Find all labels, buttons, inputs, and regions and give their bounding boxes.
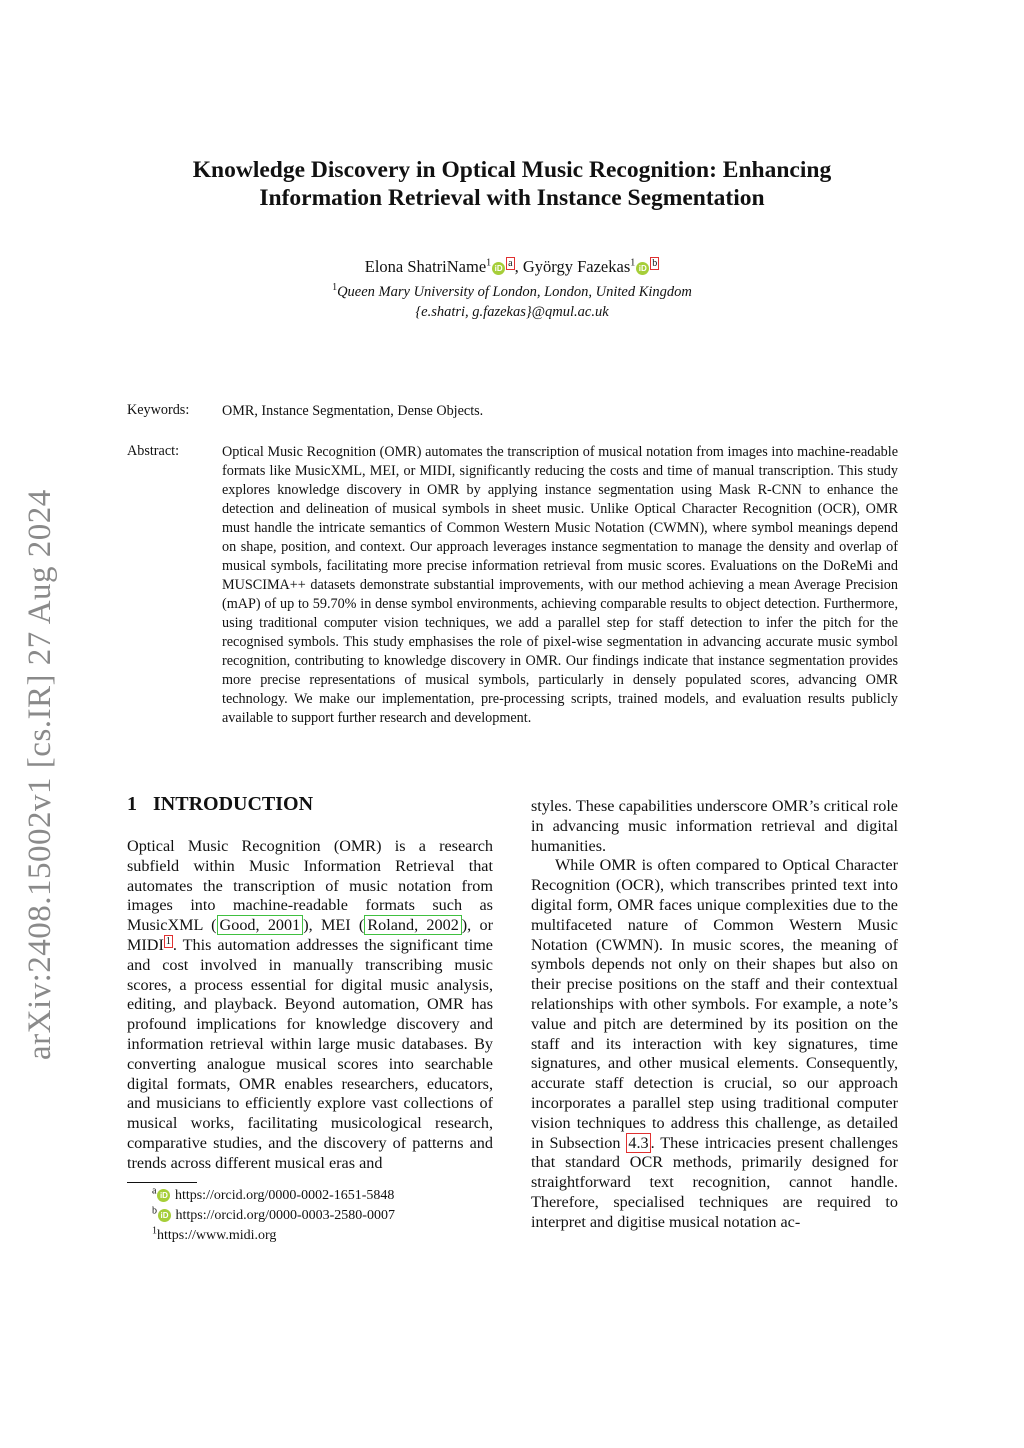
body-text: ), or MIDI <box>127 916 494 954</box>
section-number: 1 <box>127 793 137 815</box>
footnote-mark: a <box>152 1185 157 1197</box>
intro-paragraph: styles. These capabilities underscore OMR’s critical role in advancing music information retrieval and digital humanities. <box>531 797 898 855</box>
abstract-text: Optical Music Recognition (OMR) automates the transcription of musical notation from images into machine-readable formats like MusicXML, MEI, or MIDI, significantly reducing the costs and time of manual transcription. This study explores knowledge discovery in OMR by applying instance segmentation using Mask R-CNN to enhance the detection and delineation of musical symbols in sheet music. Unlike Optical Character Recognition (OCR), OMR must handle the intricate semantics of Common Western Music Notation (CWMN), where symbol meanings depend on shape, position, and context. Our approach leverages instance segmentation to manage the density and overlap of musical symbols, facilitating more precise information retrieval from music scores. Evaluations on the DoReMi and MUSCIMA++ datasets demonstrate substantial improvements, with our method achieving a mean Average Precision (mAP) of up to 59.70% in dense symbol environments, achieving comparable results to object detection. Furthermore, using traditional computer vision techniques, we add a parallel step for staff detection to infer the pitch for the recognised symbols. This study emphasises the role of pixel-wise segmentation in advancing accurate music symbol recognition, contributing to knowledge discovery in OMR. Our findings indicate that instance segmentation provides more precise representations of musical symbols, particularly in densely populated scores, advancing OMR technology. We make our implementation, pre-processing scripts, trained models, and evaluation results publicly available to support further research and development. <box>222 444 898 726</box>
author-name: György Fazekas <box>522 257 631 276</box>
subsection-link[interactable]: 4.3 <box>628 1133 649 1152</box>
intro-paragraph <box>531 856 898 1232</box>
orcid-icon: iD <box>157 1189 170 1202</box>
author-emails: {e.shatri, g.fazekas}@qmul.ac.uk <box>415 304 609 320</box>
citation-link[interactable]: Roland, 2002 <box>364 915 461 935</box>
footnote-link[interactable]: 1 <box>165 935 171 947</box>
body-text: While OMR is often compared to Optical Character Recognition (OCR), which transcribes printed text into digital form, OMR faces unique complexities due to the multifaceted nature of Common Western Music Notation (CWMN). In music scores, the meaning of symbols depends not only on their shapes but also on their precise positions on the staff and their contextual relationships with other symbols. For example, a note’s value and pitch are determined by its position on the staff and its interaction with key signatures, time signatures, and other musical elements. Consequently, accurate staff detection is crucial, so our approach incorporates a parallel step using traditional computer vision techniques to address this challenge, as detailed in Subsection <box>531 856 898 1152</box>
keywords-text: OMR, Instance Segmentation, Dense Objects. <box>222 403 484 419</box>
affiliation-mark: 1 <box>630 257 636 269</box>
abstract-label: Abstract: <box>127 443 180 459</box>
affiliation-mark: 1 <box>486 257 492 269</box>
footnote-mark: 1 <box>152 1225 157 1237</box>
footnotes <box>152 1186 395 1246</box>
author-list: Elona ShatriName$^1$ iD $^a$ , György Fazekas$^1$ iD $^b$ <box>364 257 658 276</box>
body-text: . This automation addresses the significant time and cost involved in manually transcribing music scores, a process essential for digital music analysis, editing, and playback. Beyond automation, OMR has profound implications for knowledge discovery and information retrieval within large music databases. By converting analogue musical scores into searchable digital formats, OMR enables researchers, educators, and musicians to efficiently explore vast collections of musical works, facilitating musicological research, comparative studies, and the discovery of patterns and trends across different musical eras and <box>127 935 493 1172</box>
body-text: Optical Music Recognition (OMR) is a research subfield within Music Information Retrieval that automates the transcription of music notation from images into machine-readable formats such as MusicXML ( <box>127 837 493 935</box>
footnote-item <box>152 1186 395 1206</box>
paper-title: Knowledge Discovery in Optical Music Recognition: Enhancing Information Retrieval with Instance Segmentation <box>192 157 832 211</box>
section-heading <box>127 793 313 816</box>
affiliation-text: Queen Mary University of London, London, United Kingdom <box>337 284 692 300</box>
footnote-divider <box>127 1182 197 1183</box>
footnote-link[interactable]: https://orcid.org/0000-0002-1651-5848 <box>174 1188 395 1203</box>
footnote-link[interactable]: a <box>508 257 513 269</box>
footnote-mark: b <box>152 1205 157 1217</box>
footnote-link[interactable]: https://www.midi.org <box>157 1228 277 1243</box>
body-text: ), MEI ( <box>303 916 365 935</box>
citation-link[interactable]: Good, 2001 <box>217 915 304 935</box>
footnote-item <box>152 1206 395 1226</box>
keywords-label: Keywords: <box>127 402 190 418</box>
orcid-icon: iD <box>158 1209 171 1222</box>
arxiv-identifier-stamp: arXiv:2408.15002v1 [cs.IR] 27 Aug 2024 <box>22 489 58 1060</box>
footnote-link[interactable]: https://orcid.org/0000-0003-2580-0007 <box>175 1208 395 1223</box>
affiliation-block <box>150 282 874 322</box>
orcid-icon[interactable]: iD <box>636 262 649 275</box>
affiliation-mark: 1 <box>332 282 338 294</box>
author-name: Elona ShatriName <box>364 257 487 276</box>
intro-paragraph <box>127 837 493 1174</box>
body-text: . These intricacies present challenges that standard OCR methods, primarily designed for straightforward text recognition, cannot handle. Therefore, specialised techniques are required to interpret and digitise musical notation ac- <box>531 1133 898 1231</box>
orcid-icon[interactable]: iD <box>492 262 505 275</box>
section-title: INTRODUCTION <box>153 793 314 815</box>
footnote-item <box>152 1226 395 1246</box>
footnote-link[interactable]: b <box>652 257 658 269</box>
right-column <box>531 797 898 1233</box>
left-column <box>127 837 493 1174</box>
